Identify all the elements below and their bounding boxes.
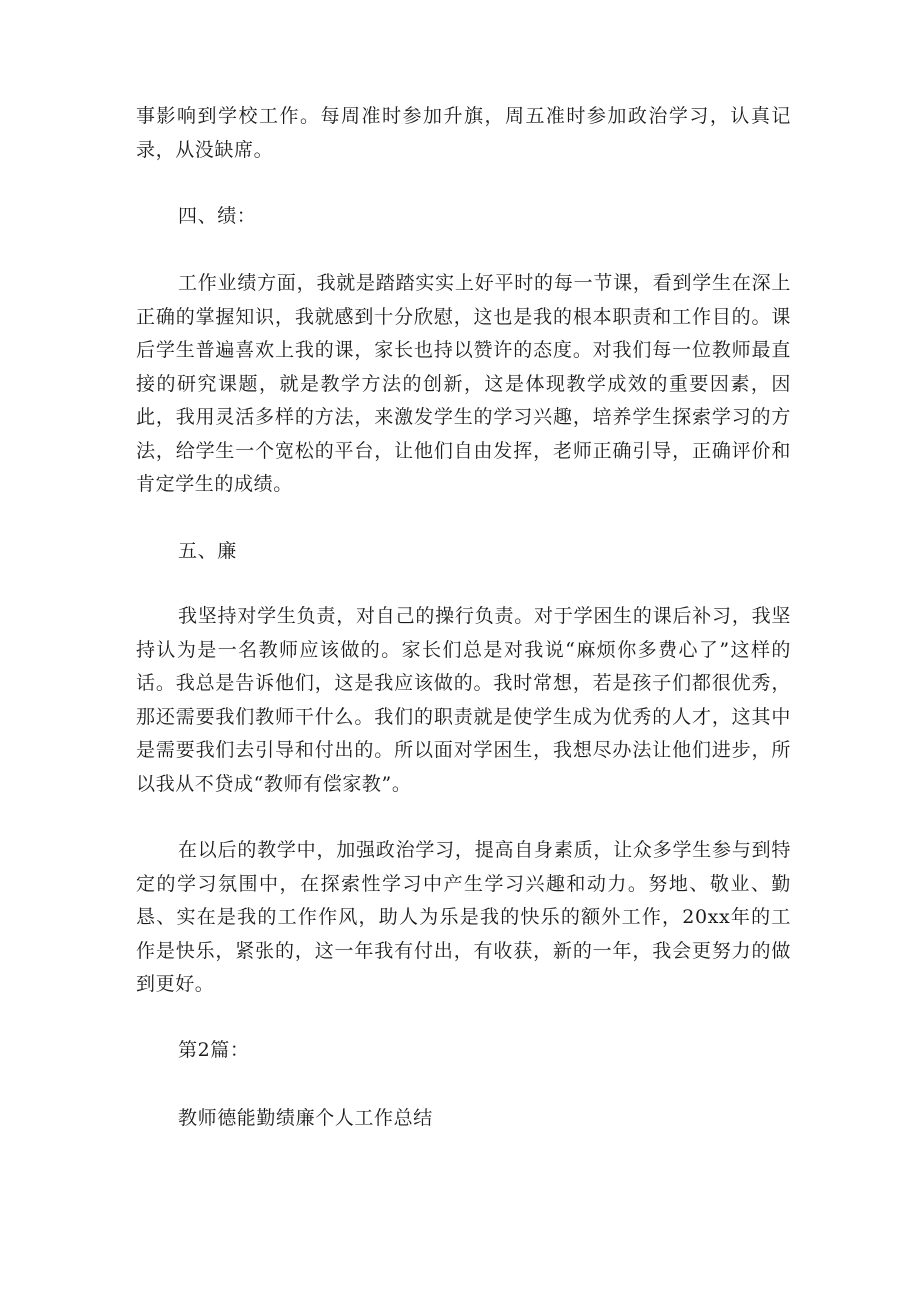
integrity-paragraph: 我坚持对学生负责，对自己的操行负责。对于学困生的课后补习，我坚持认为是一名教师应该做的。家长们总是对我说“麻烦你多费心了”这样的话。我总是告诉他们，这是我应该做的。我时常想，若是孩子们都很优秀，那还需要我们教师干什么。我们的职责就是使学生成为优秀的人才，这其中是需要我们去引导和付出的。所以面对学困生，我想尽办法让他们进步，所以我从不贷成“教师有偿家教”。 <box>136 605 791 795</box>
article-2-title: 教师德能勤绩廉个人工作总结 <box>178 1107 433 1129</box>
closing-paragraph: 在以后的教学中，加强政治学习，提高自身素质，让众多学生参与到特定的学习氛围中，在探索性学习中产生学习兴趣和动力。努地、敬业、勤恳、实在是我的工作作风，助人为乐是我的快乐的额外工作，20xx年的工作是快乐，紧张的，这一年我有付出，有收获，新的一年，我会更努力的做到更好。 <box>136 839 791 995</box>
section-heading-performance: 四、绩： <box>178 205 257 227</box>
performance-paragraph: 工作业绩方面，我就是踏踏实实上好平时的每一节课，看到学生在深上正确的掌握知识，我就感到十分欣慰，这也是我的根本职责和工作目的。课后学生普遍喜欢上我的课，家长也持以赞许的态度。对我们每一位教师最直接的研究课题，就是教学方法的创新，这是体现教学成效的重要因素，因此，我用灵活多样的方法，来激发学生的学习兴趣，培养学生探索学习的方法，给学生一个宽松的平台，让他们自由发挥，老师正确引导，正确评价和肯定学生的成绩。 <box>136 272 791 495</box>
article-2-label: 第2篇： <box>178 1039 250 1061</box>
section-heading-integrity: 五、廉 <box>178 540 237 562</box>
intro-paragraph: 事影响到学校工作。每周准时参加升旗，周五准时参加政治学习，认真记录，从没缺席。 <box>136 105 791 161</box>
